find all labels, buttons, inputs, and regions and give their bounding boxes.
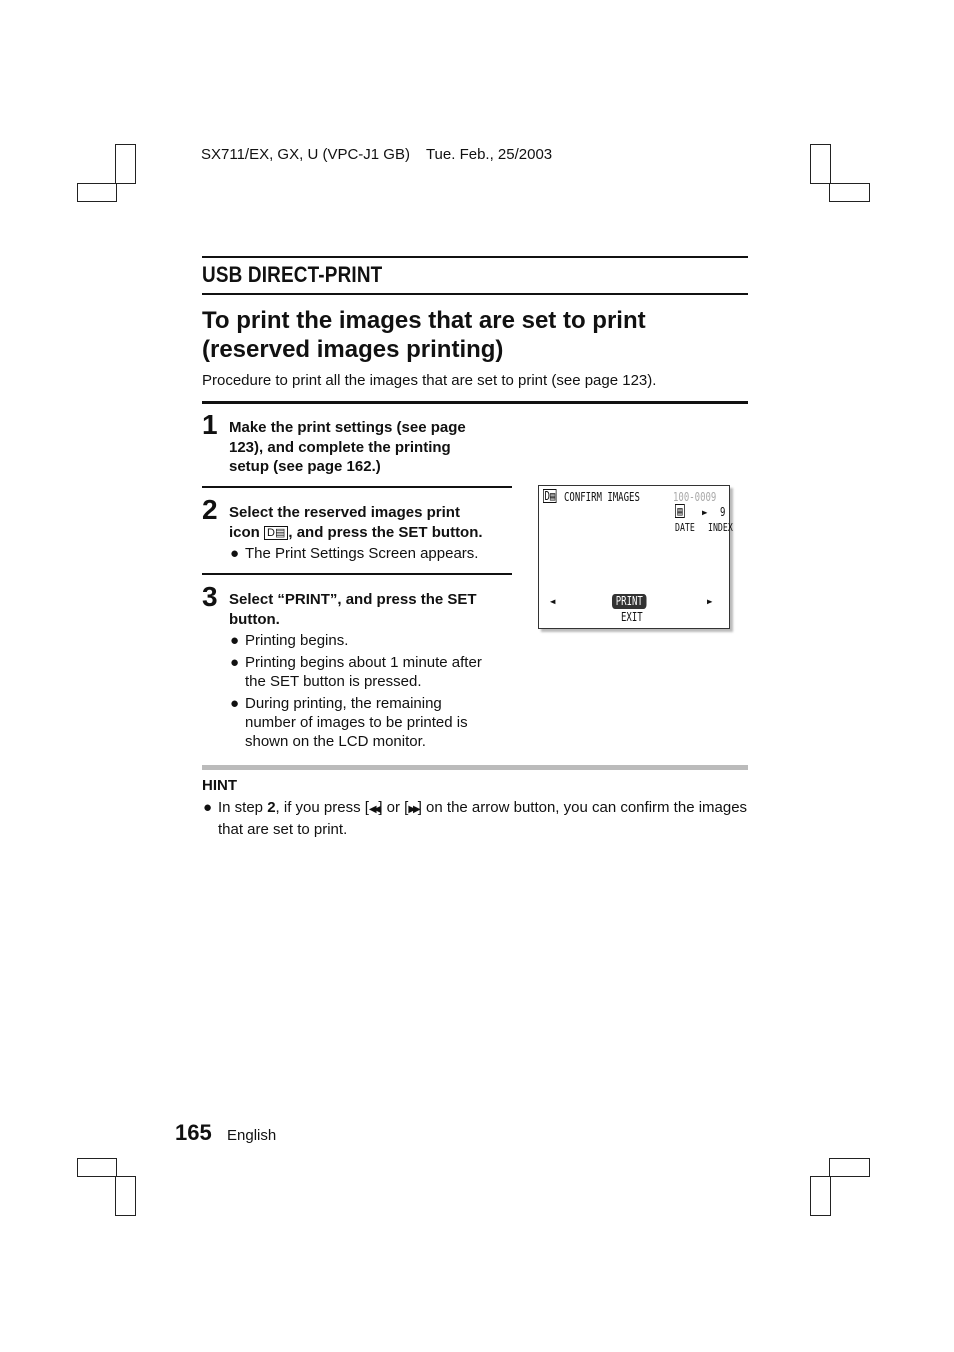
bullet-item [230, 694, 490, 751]
crop-mark [77, 183, 117, 202]
hint-title: HINT [202, 777, 237, 794]
step-line: 123), and complete the printing [229, 438, 451, 456]
section-rule-top [202, 256, 748, 258]
step-divider [202, 486, 512, 488]
arrow-right-icon: ► [707, 594, 713, 608]
lcd-count: 9 [720, 505, 726, 519]
bullet-text: Printing begins. [245, 632, 349, 649]
crop-mark [115, 1176, 136, 1216]
print-icon: ▤ [675, 504, 685, 518]
bullet-item [230, 544, 515, 563]
step-line: button. [229, 610, 280, 628]
step-line: Select “PRINT”, and press the SET [229, 591, 477, 608]
arrow-left-icon: ◄ [550, 594, 556, 608]
lcd-screen [538, 485, 733, 629]
lcd-exit-option: EXIT [621, 610, 643, 624]
language-label: English [227, 1127, 277, 1144]
bullet-dot: ● [230, 545, 240, 562]
bullet-item [230, 631, 500, 650]
hint-text-mid2: ] or [ [378, 799, 409, 816]
step-line: Make the print settings (see page [229, 419, 466, 436]
hint-text [203, 798, 748, 840]
step-3-text [229, 590, 519, 629]
bullet-dot: ● [203, 799, 213, 816]
step-number: 3 [202, 581, 218, 612]
section-rule-bottom [202, 293, 748, 295]
crop-mark [77, 1158, 117, 1177]
bullet-dot: ● [230, 654, 240, 671]
hint-step-ref: 2 [267, 799, 276, 816]
arrow-right-icon: ► [702, 505, 708, 519]
hint-text-after: ] on the arrow button, you can confirm the images that are set to print. [218, 799, 748, 838]
print-reserve-icon: D▤ [544, 489, 556, 503]
title-line-1: To print the images that are set to print [202, 307, 646, 334]
crop-mark [810, 144, 831, 184]
crop-mark [829, 183, 870, 202]
hint-divider [202, 765, 748, 770]
model-label: SX711/EX, GX, U (VPC-J1 GB) [201, 146, 410, 163]
section-title: USB DIRECT-PRINT [202, 262, 383, 287]
running-header [201, 146, 552, 163]
fast-forward-icon: ▶▶ [408, 804, 418, 815]
step-number: 2 [202, 494, 218, 525]
bullet-dot: ● [230, 695, 240, 712]
lcd-date-label: DATE [675, 521, 695, 534]
step-line-after-icon: , and press the SET button. [288, 523, 483, 541]
crop-mark [810, 1176, 831, 1216]
bullet-text: During printing, the remaining number of images to be printed is shown on the LCD monitor. [245, 695, 468, 750]
lcd-index-label: INDEX [708, 521, 733, 534]
step-number: 1 [202, 409, 218, 440]
lcd-title: CONFIRM IMAGES [564, 490, 640, 504]
lcd-print-option: PRINT [612, 594, 647, 609]
title-rule [202, 401, 748, 404]
step-line: Select the reserved images print [229, 504, 460, 521]
step-line [229, 523, 519, 543]
hint-text-mid1: , if you press [ [275, 799, 369, 816]
hint-text-before: In step [218, 799, 268, 816]
rewind-icon: ◀◀ [368, 804, 379, 815]
crop-mark [115, 144, 136, 184]
intro-text: Procedure to print all the images that are set to print (see page 123). [202, 372, 657, 389]
title-line-2: (reserved images printing) [202, 336, 504, 363]
step-line-before-icon: icon [229, 523, 260, 541]
step-1-text [229, 418, 519, 477]
step-divider [202, 573, 512, 575]
step-2-text [229, 503, 519, 542]
lcd-file-number: 100-0009 [673, 490, 717, 504]
crop-mark [829, 1158, 870, 1177]
print-reserve-icon: D▤ [264, 526, 288, 540]
bullet-text: The Print Settings Screen appears. [245, 545, 479, 562]
page-number: 165 [175, 1120, 212, 1145]
bullet-item [230, 653, 500, 691]
bullet-text: Printing begins about 1 minute after the SET button is pressed. [245, 654, 482, 690]
page-title [202, 306, 762, 364]
bullet-dot: ● [230, 632, 240, 649]
step-line: setup (see page 162.) [229, 458, 381, 475]
header-date: Tue. Feb., 25/2003 [425, 146, 553, 163]
